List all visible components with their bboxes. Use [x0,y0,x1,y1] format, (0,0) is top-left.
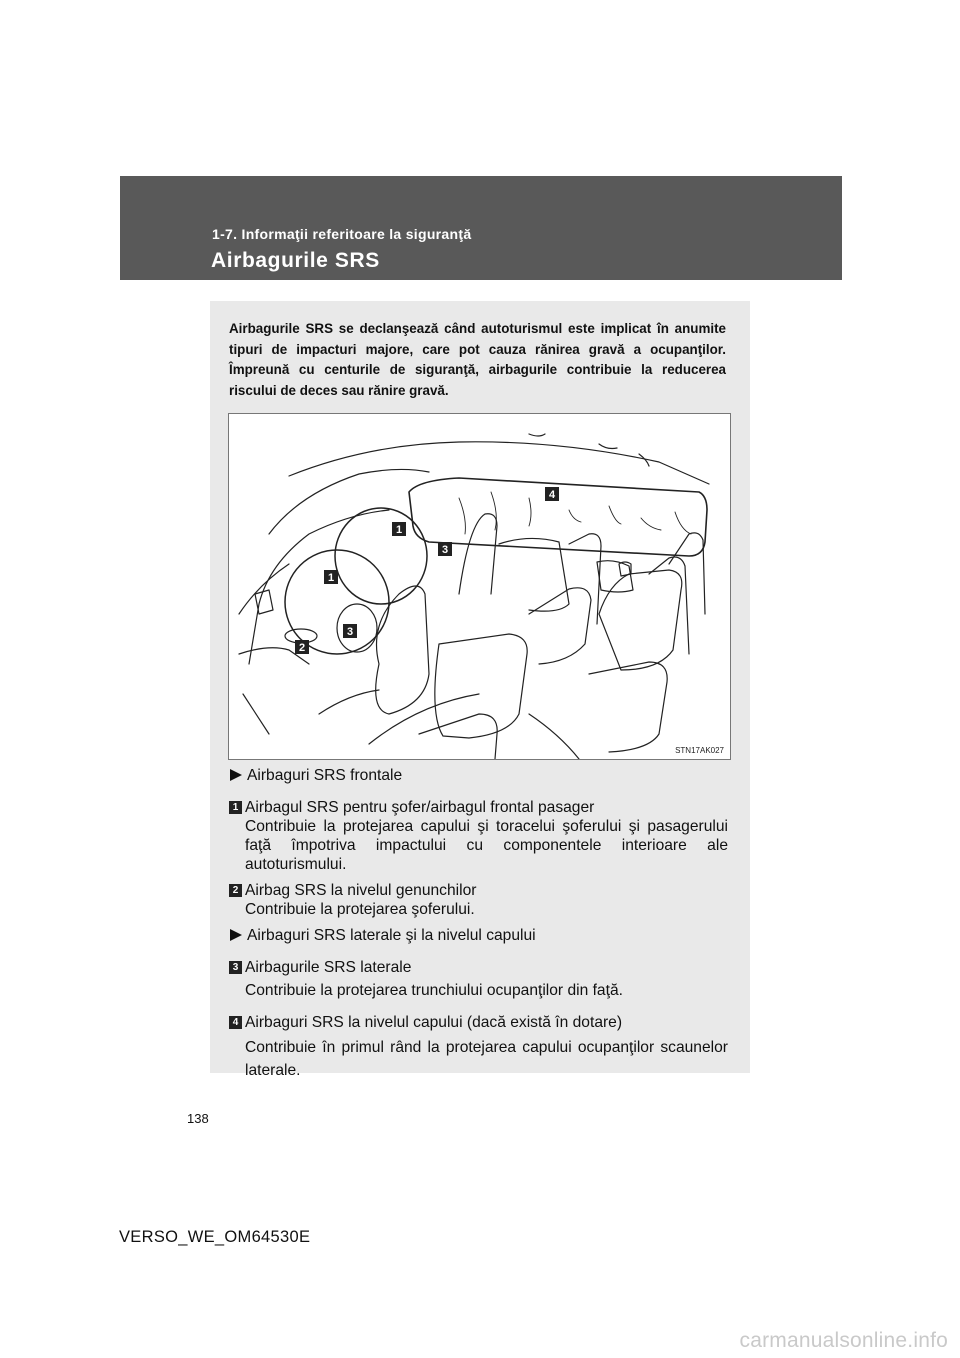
arrow-icon [230,769,242,781]
item-4-description: Contribuie în primul rând la protejarea capului ocupanţilor scaunelor laterale. [245,1039,728,1079]
figure-code: STN17AK027 [675,746,724,755]
item-3-title: 3 Airbagurile SRS laterale [229,958,728,977]
item-4-title: 4 Airbaguri SRS la nivelul capului (dacă există în dotare) [229,1013,728,1032]
section-label: 1-7. Informaţii referitoare la siguranţă [212,226,472,242]
number-badge-1: 1 [229,801,242,814]
section-heading-frontal: Airbaguri SRS frontale [229,766,728,785]
callout-1-lower [324,570,338,584]
item-2-description: Contribuie la protejarea şoferului. [245,901,475,918]
number-badge-4: 4 [229,1016,242,1029]
item-2-title: 2 Airbag SRS la nivelul genunchilor [229,881,728,900]
page-title: Airbagurile SRS [211,249,380,272]
svg-text:3: 3 [441,544,449,556]
section-heading-side: Airbaguri SRS laterale şi la nivelul capului [229,926,728,945]
callout-3-upper [438,542,452,556]
svg-text:1: 1 [395,524,403,536]
number-badge-3: 3 [229,961,242,974]
item-1-title: 1 Airbagul SRS pentru şofer/airbagul frontal pasager [229,798,728,817]
document-code: VERSO_WE_OM64530E [119,1228,311,1246]
callout-1-upper [392,522,406,536]
watermark: carmanualsonline.info [739,1329,948,1352]
page-number: 138 [187,1111,209,1126]
item-1-description: Contribuie la protejarea capului şi toracelui şoferului şi pasagerului faţă împotriva impactului cu componentele interioare ale autoturismului. [245,818,728,873]
svg-text:4: 4 [548,489,556,501]
callout-2 [295,640,309,654]
svg-text:2: 2 [298,642,306,654]
callout-3-lower [343,624,357,638]
body-text [229,766,728,1082]
intro-paragraph: Airbagurile SRS se declanşează când autoturismul este implicat în anumite tipuri de impacturi majore, care pot cauza rănirea gravă a ocupanţilor. Împreună cu centurile de siguranţă, airbagurile contribuie la reducerea riscului de deces sau rănire gravă. [229,321,726,398]
svg-text:1: 1 [327,572,335,584]
arrow-icon [230,929,242,941]
item-3-description: Contribuie la protejarea trunchiului ocupanţilor din faţă. [245,982,623,999]
airbag-illustration [228,413,731,760]
callout-4 [545,487,559,501]
car-interior-drawing [229,414,730,759]
svg-text:3: 3 [346,626,354,638]
number-badge-2: 2 [229,884,242,897]
